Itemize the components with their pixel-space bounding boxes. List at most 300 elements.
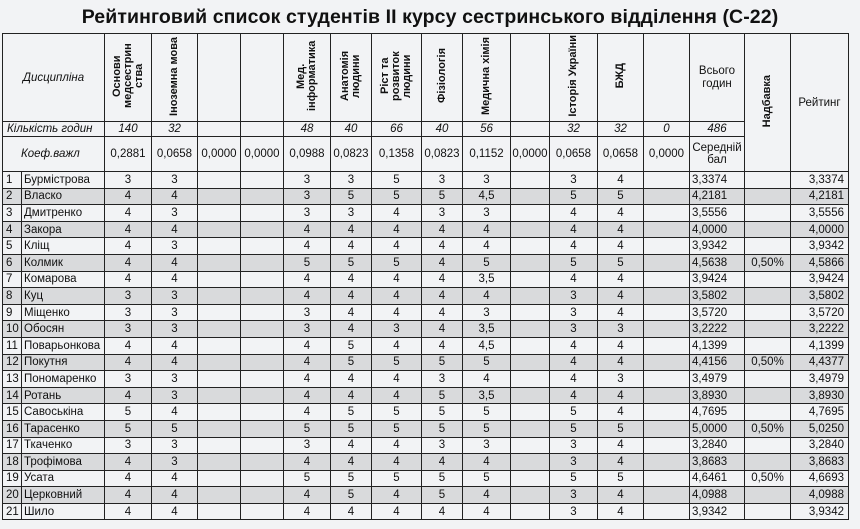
grade-cell: 4 [550,221,598,238]
grade-cell [644,221,690,238]
grade-cell: 4 [422,221,463,238]
grade-cell: 4 [152,487,198,504]
grade-cell [644,437,690,454]
grade-cell: 4 [105,503,152,520]
bonus-cell [745,404,791,421]
grade-cell [198,354,241,371]
grade-cell: 3 [550,288,598,305]
bonus-cell [745,454,791,471]
table-row [3,321,849,338]
subject-header-8 [463,34,511,122]
grade-cell [511,172,550,189]
grade-cell: 4 [463,288,511,305]
grade-cell: 4 [422,503,463,520]
grade-cell: 5 [422,420,463,437]
grade-cell: 3 [372,321,422,338]
subject-name: Анатомія людини [339,50,362,102]
row-number: 16 [3,420,22,437]
grade-cell: 5 [550,404,598,421]
bonus-cell [745,288,791,305]
grade-cell: 5 [463,404,511,421]
bonus-cell [745,337,791,354]
grade-cell: 3 [105,371,152,388]
grade-cell: 4 [598,404,644,421]
grade-cell: 4 [598,238,644,255]
student-name: Трофімова [22,454,105,471]
hours-total: 486 [690,122,745,137]
grade-cell: 4 [284,238,331,255]
grade-cell [241,437,284,454]
grade-cell [511,354,550,371]
grade-cell: 3 [422,172,463,189]
grade-cell [644,371,690,388]
grade-cell: 3 [422,205,463,222]
grade-cell: 3 [152,304,198,321]
grade-cell: 5 [463,354,511,371]
grade-cell: 3 [463,304,511,321]
rating-cell: 3,5556 [791,205,849,222]
table-row [3,288,849,305]
grade-cell [511,288,550,305]
average-cell: 3,2840 [690,437,745,454]
grade-cell: 5 [550,188,598,205]
rating-cell: 4,5866 [791,254,849,271]
grade-cell [198,404,241,421]
grade-cell: 4 [105,487,152,504]
student-name: Шило [22,503,105,520]
subject-header-1 [152,34,198,122]
student-name: Бурмістрова [22,172,105,189]
average-cell: 3,5556 [690,205,745,222]
grade-cell: 5 [372,470,422,487]
grade-cell: 4 [598,205,644,222]
rating-cell: 3,5802 [791,288,849,305]
grade-cell [644,271,690,288]
rating-cell: 3,9342 [791,238,849,255]
grade-cell [198,503,241,520]
grade-cell: 3 [284,172,331,189]
row-number: 3 [3,205,22,222]
grade-cell: 5 [550,254,598,271]
table-row [3,304,849,321]
student-name: Ротань [22,387,105,404]
table-row [3,254,849,271]
student-name: Закора [22,221,105,238]
row-number: 10 [3,321,22,338]
grade-cell: 4 [372,454,422,471]
grade-cell [511,188,550,205]
grade-cell: 4 [463,221,511,238]
row-number: 13 [3,371,22,388]
grade-cell: 4 [331,387,372,404]
grade-cell [198,420,241,437]
grade-cell: 4 [152,188,198,205]
grade-cell [241,238,284,255]
grade-cell: 3 [284,188,331,205]
grade-cell: 4,5 [463,188,511,205]
bonus-cell [745,437,791,454]
grade-cell [511,371,550,388]
grade-cell: 4 [152,503,198,520]
average-cell: 4,0000 [690,221,745,238]
average-cell: 4,0988 [690,487,745,504]
grade-cell: 4 [598,487,644,504]
bonus-cell: 0,50% [745,470,791,487]
grade-cell [241,172,284,189]
hours-cell: 140 [105,122,152,137]
grade-cell: 3 [463,172,511,189]
subject-name: Фізіологія [435,48,448,104]
grade-cell: 3 [463,437,511,454]
grade-cell: 4 [105,238,152,255]
grade-cell: 3 [331,172,372,189]
hours-cell [511,122,550,137]
grade-cell: 5 [422,470,463,487]
grade-cell [198,288,241,305]
grade-cell: 3 [105,304,152,321]
subject-header-11 [598,34,644,122]
average-cell: 3,4979 [690,371,745,388]
grade-cell: 3 [284,437,331,454]
grade-cell: 4 [463,503,511,520]
average-cell: 4,2181 [690,188,745,205]
grade-cell [198,470,241,487]
grade-cell: 4 [284,371,331,388]
grade-cell [198,238,241,255]
rating-cell: 3,9424 [791,271,849,288]
rating-cell: 4,4377 [791,354,849,371]
grade-cell: 3 [152,205,198,222]
grade-cell [241,288,284,305]
row-number: 19 [3,470,22,487]
hours-cell: 56 [463,122,511,137]
subject-header-0 [105,34,152,122]
grade-cell [644,304,690,321]
grade-cell [198,387,241,404]
bonus-cell [745,221,791,238]
row-number: 4 [3,221,22,238]
grade-cell [198,454,241,471]
rating-cell: 4,7695 [791,404,849,421]
grade-cell [644,254,690,271]
grade-cell: 4 [284,288,331,305]
row-number: 1 [3,172,22,189]
coef-cell: 0,0658 [550,137,598,172]
table-row [3,387,849,404]
grade-cell [644,404,690,421]
grade-cell [511,503,550,520]
grade-cell [644,188,690,205]
hours-cell: 66 [372,122,422,137]
rating-cell: 3,8683 [791,454,849,471]
grade-cell: 3 [550,454,598,471]
grade-cell: 4 [284,271,331,288]
grade-cell [198,271,241,288]
bonus-cell: 0,50% [745,354,791,371]
grade-cell: 4 [550,205,598,222]
student-name: Савоськіна [22,404,105,421]
grade-cell: 5 [598,420,644,437]
student-name: Міщенко [22,304,105,321]
student-name: Куц [22,288,105,305]
grade-cell: 3 [152,454,198,471]
row-number: 12 [3,354,22,371]
grade-cell [241,404,284,421]
grade-cell: 5 [105,420,152,437]
grade-cell: 4 [372,337,422,354]
grade-cell [511,205,550,222]
grade-cell: 3 [463,205,511,222]
bonus-cell [745,271,791,288]
grade-cell [241,188,284,205]
grade-cell: 5 [284,254,331,271]
row-number: 6 [3,254,22,271]
subject-name: Медична хімія [480,36,492,115]
grade-cell [241,354,284,371]
row-number: 11 [3,337,22,354]
student-name: Комарова [22,271,105,288]
grade-cell [241,454,284,471]
grade-cell: 4 [422,454,463,471]
grade-cell: 4 [152,254,198,271]
grade-cell [644,288,690,305]
subject-name: Історія України [567,35,579,117]
grade-cell: 4 [422,321,463,338]
rating-cell: 4,0988 [791,487,849,504]
grade-cell [241,420,284,437]
grade-cell: 4 [105,254,152,271]
grade-cell: 5 [372,188,422,205]
average-cell: 3,8683 [690,454,745,471]
coef-cell: 0,2881 [105,137,152,172]
subject-name: Ріст та розвиток людини [379,51,413,101]
grade-cell [511,470,550,487]
grade-cell: 4 [372,487,422,504]
rating-cell: 3,9342 [791,503,849,520]
coef-cell: 0,0823 [422,137,463,172]
student-name: Ткаченко [22,437,105,454]
rating-cell: 4,0000 [791,221,849,238]
grade-cell: 3 [152,172,198,189]
grade-cell [511,487,550,504]
grade-cell: 5 [331,420,372,437]
average-cell: 3,9424 [690,271,745,288]
grade-cell [644,470,690,487]
average-cell: 3,5802 [690,288,745,305]
grade-cell: 4 [598,172,644,189]
coef-row [3,137,849,172]
average-cell: 3,3374 [690,172,745,189]
grade-cell: 3 [152,321,198,338]
grade-cell: 4 [152,404,198,421]
grade-cell: 4 [331,371,372,388]
subject-name: БЖД [614,63,626,89]
bonus-cell [745,238,791,255]
grade-cell: 4 [463,487,511,504]
average-cell: 4,7695 [690,404,745,421]
table-row [3,238,849,255]
grade-cell: 5 [372,172,422,189]
grade-cell [198,205,241,222]
grade-cell: 5 [598,254,644,271]
row-number: 15 [3,404,22,421]
coef-cell: 0,1152 [463,137,511,172]
grade-cell: 4 [105,387,152,404]
grade-cell [644,321,690,338]
grade-cell: 3 [550,321,598,338]
table-row [3,404,849,421]
table-row [3,205,849,222]
student-name: Поварьонкова [22,337,105,354]
grade-cell [644,387,690,404]
bonus-header [745,34,791,172]
grade-cell: 4 [372,437,422,454]
average-cell: 3,9342 [690,238,745,255]
grade-cell [198,321,241,338]
grade-cell [198,188,241,205]
grade-cell [241,487,284,504]
grade-cell: 4 [105,271,152,288]
grade-cell: 4 [284,354,331,371]
grade-cell: 4 [331,288,372,305]
table-row [3,503,849,520]
grade-cell: 4 [598,288,644,305]
average-cell: 3,2222 [690,321,745,338]
grade-cell: 4 [550,271,598,288]
row-number: 5 [3,238,22,255]
subject-header-5 [331,34,372,122]
grade-cell [644,454,690,471]
grade-cell: 4 [372,503,422,520]
grade-cell: 5 [105,404,152,421]
grade-cell: 5 [550,470,598,487]
row-number: 9 [3,304,22,321]
grade-cell [241,371,284,388]
grade-cell: 4 [598,503,644,520]
grade-cell: 4 [422,337,463,354]
coef-cell: 0,0000 [198,137,241,172]
student-name: Колмик [22,254,105,271]
row-number: 14 [3,387,22,404]
grade-cell [241,205,284,222]
grade-cell: 5 [598,470,644,487]
grade-cell: 4 [284,503,331,520]
grade-cell [198,304,241,321]
grade-cell [511,404,550,421]
grade-cell: 4 [463,371,511,388]
grade-cell [198,254,241,271]
grade-cell [511,304,550,321]
grade-cell: 5 [422,387,463,404]
coef-cell: 0,0000 [644,137,690,172]
hours-cell [241,122,284,137]
grade-cell: 5 [550,420,598,437]
grade-cell: 4 [331,271,372,288]
grade-cell: 4 [152,470,198,487]
row-number: 7 [3,271,22,288]
grade-cell: 4 [372,387,422,404]
grade-cell: 4 [152,221,198,238]
grade-cell: 4 [105,454,152,471]
row-number: 20 [3,487,22,504]
hours-row [3,122,849,137]
grade-cell: 4 [598,354,644,371]
subject-name: Мед. інформатика [295,40,318,112]
coef-cell: 0,0000 [241,137,284,172]
average-cell: 4,1399 [690,337,745,354]
grade-cell [198,172,241,189]
coef-cell: 0,0658 [598,137,644,172]
table-row [3,470,849,487]
grade-cell [644,420,690,437]
grade-cell [511,437,550,454]
bonus-cell: 0,50% [745,420,791,437]
grade-cell: 3,5 [463,387,511,404]
table-row [3,337,849,354]
grade-cell: 5 [331,470,372,487]
grade-cell: 3 [422,437,463,454]
subject-header-2 [198,34,241,122]
grade-cell: 3,5 [463,321,511,338]
grade-cell: 4 [372,221,422,238]
header-row [3,34,849,122]
subject-header-4 [284,34,331,122]
row-number: 21 [3,503,22,520]
grade-cell: 4 [550,354,598,371]
rating-cell: 3,8930 [791,387,849,404]
grade-cell: 5 [463,254,511,271]
student-name: Церковний [22,487,105,504]
grade-cell: 5 [331,337,372,354]
page-title: Рейтинговий список студентів ІІ курсу сестринського відділення (С-22) [81,6,779,28]
grade-cell: 5 [331,188,372,205]
grade-cell [644,238,690,255]
grade-cell: 5 [152,420,198,437]
grade-cell: 4 [284,337,331,354]
subject-header-3 [241,34,284,122]
grade-cell: 3 [152,437,198,454]
grade-cell: 3 [152,371,198,388]
grade-cell: 4 [550,371,598,388]
grade-cell [644,487,690,504]
grade-cell: 4 [152,337,198,354]
average-cell: 4,5638 [690,254,745,271]
grade-cell: 4 [372,304,422,321]
table-row [3,221,849,238]
grade-cell [511,254,550,271]
grade-cell: 4 [105,470,152,487]
table-row [3,420,849,437]
grade-cell: 5 [331,254,372,271]
grade-cell [198,337,241,354]
grade-cell [198,221,241,238]
grade-cell [511,271,550,288]
grade-cell: 4 [422,238,463,255]
student-name: Покутня [22,354,105,371]
rating-cell: 3,3374 [791,172,849,189]
grade-cell [241,321,284,338]
grade-cell: 4 [284,221,331,238]
grade-cell: 4 [463,238,511,255]
coef-label: Коеф.важл [3,137,105,172]
grade-cell [241,304,284,321]
grade-cell: 5 [331,404,372,421]
table-row [3,271,849,288]
grade-cell [241,337,284,354]
grade-cell: 3 [152,387,198,404]
grade-cell: 4 [463,454,511,471]
grade-cell [198,371,241,388]
